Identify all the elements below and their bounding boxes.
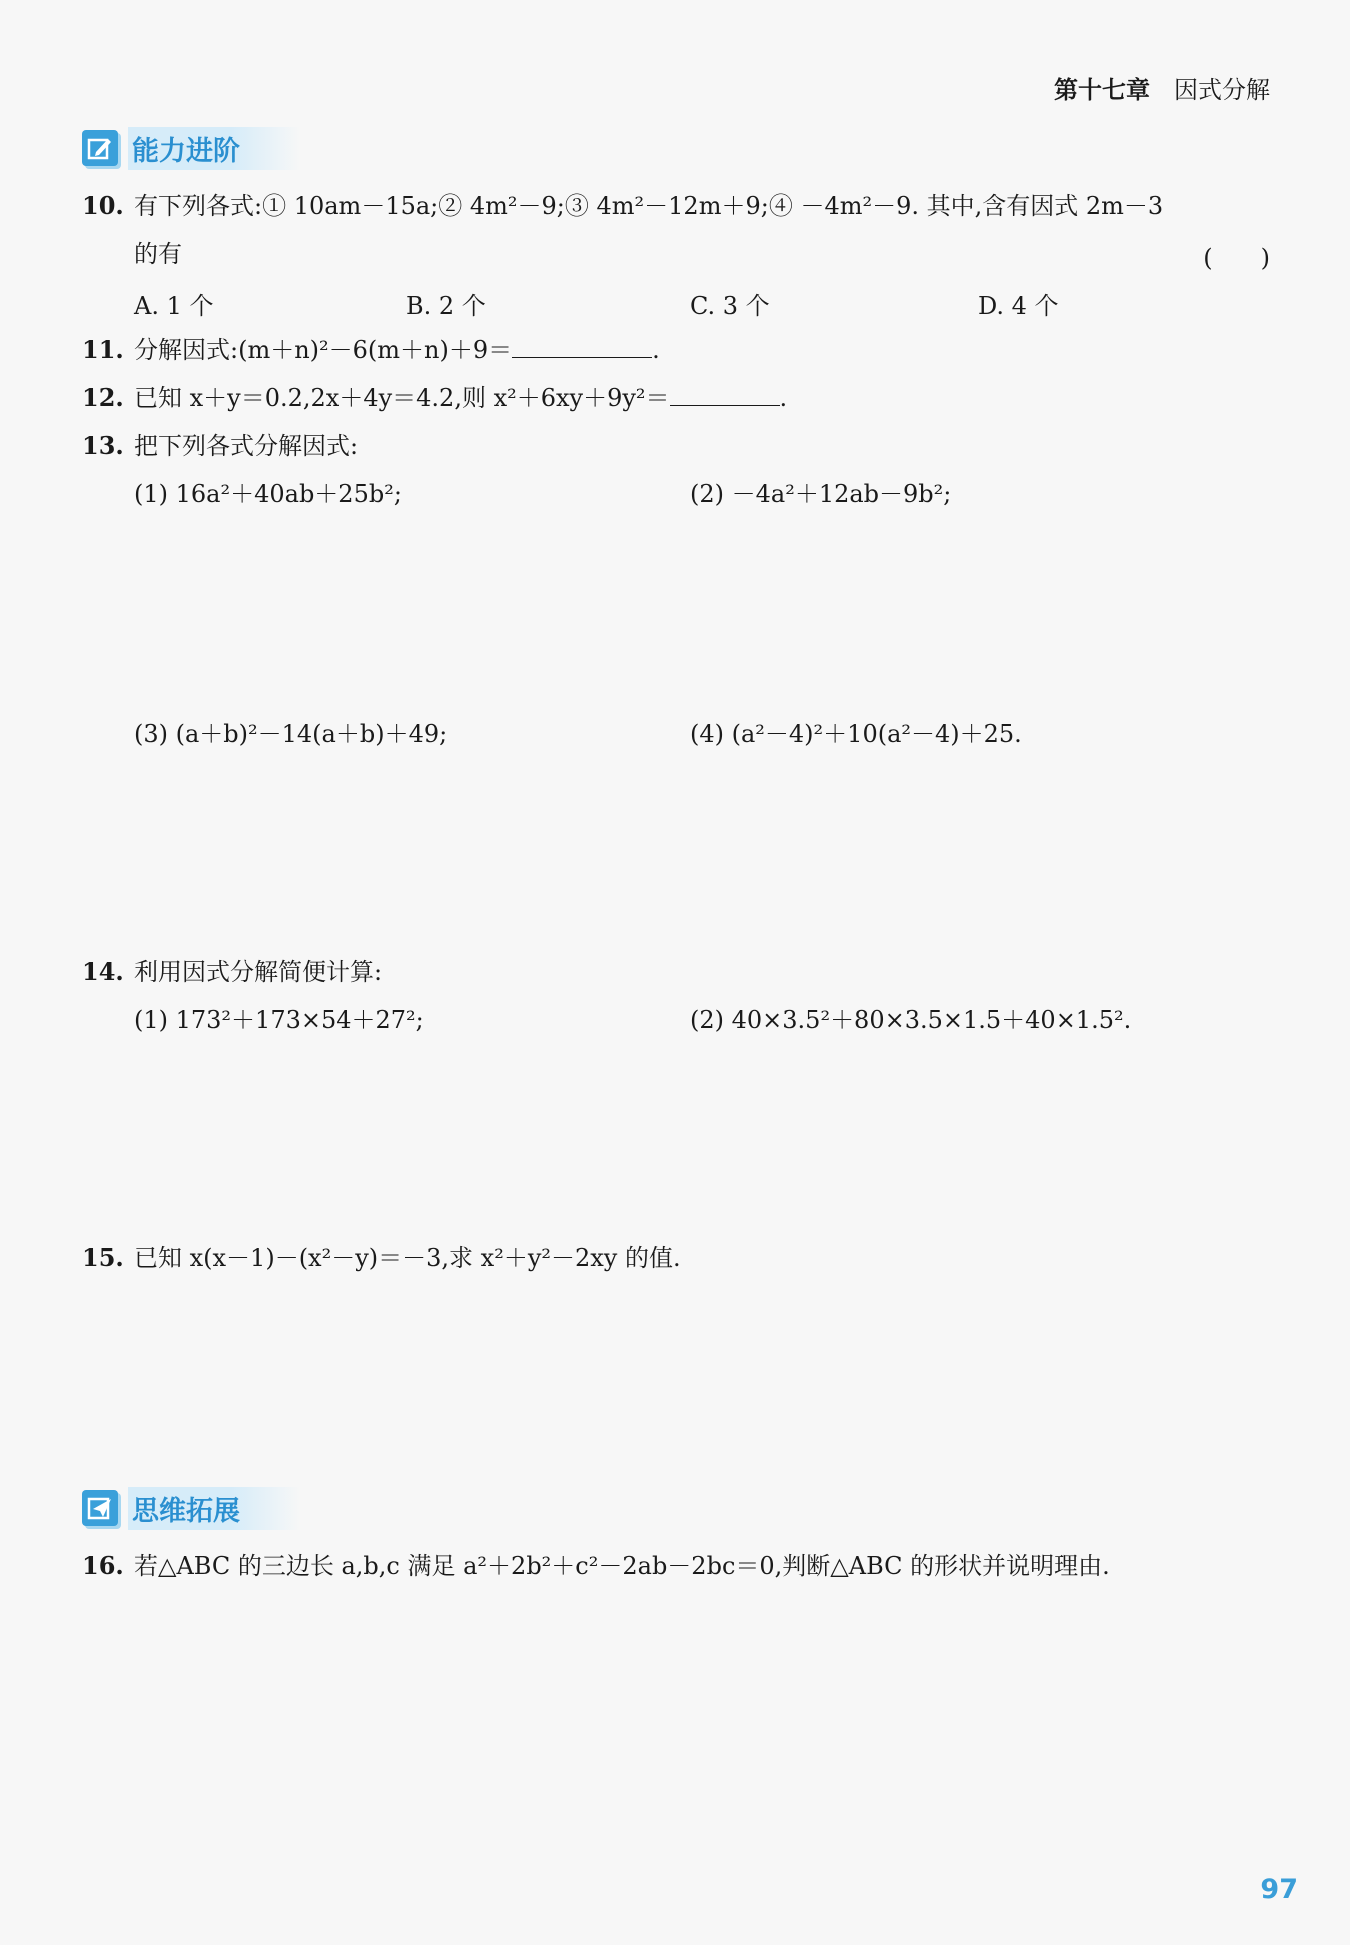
- section-title: 思维拓展: [128, 1487, 300, 1530]
- paper-plane-icon: [82, 1490, 118, 1526]
- question-text: 有下列各式:① 10am－15a;② 4m²－9;③ 4m²－12m＋9;④ －4m²－9. 其中,含有因式 2m－3: [134, 192, 1164, 220]
- question-number: 16.: [82, 1551, 124, 1580]
- question-15: [82, 1242, 681, 1274]
- question-12: [82, 382, 787, 414]
- option-a: A. 1 个: [134, 292, 214, 320]
- question-end: .: [779, 384, 788, 412]
- answer-bracket: ( ): [1203, 244, 1270, 272]
- question-text: 若△ABC 的三边长 a,b,c 满足 a²＋2b²＋c²－2ab－2bc＝0,判断△ABC 的形状并说明理由.: [134, 1552, 1110, 1580]
- question-14: [82, 956, 382, 988]
- question-number: 10.: [82, 191, 124, 220]
- question-16: [82, 1550, 1110, 1582]
- question-number: 14.: [82, 957, 124, 986]
- question-number: 11.: [82, 335, 124, 364]
- sub-question-1: (1) 173²＋173×54＋27²;: [134, 1006, 424, 1034]
- answer-blank[interactable]: [670, 383, 780, 406]
- sub-question-3: (3) (a＋b)²－14(a＋b)＋49;: [134, 720, 448, 748]
- sub-question-2: (2) －4a²＋12ab－9b²;: [690, 480, 952, 508]
- answer-blank[interactable]: [512, 335, 652, 358]
- chapter-label: 第十七章: [1054, 76, 1150, 104]
- question-text: 分解因式:(m＋n)²－6(m＋n)＋9＝: [134, 336, 513, 364]
- question-number: 12.: [82, 383, 124, 412]
- chapter-title: 因式分解: [1174, 76, 1270, 104]
- question-11: [82, 334, 660, 366]
- question-end: .: [652, 336, 660, 364]
- section-heading-advanced: [82, 126, 300, 170]
- question-number: 15.: [82, 1243, 124, 1272]
- question-text: 已知 x＋y＝0.2,2x＋4y＝4.2,则 x²＋6xy＋9y²＝: [134, 384, 670, 412]
- pencil-icon: [82, 130, 118, 166]
- question-number: 13.: [82, 431, 124, 460]
- question-10-cont: [134, 238, 182, 270]
- question-text: 把下列各式分解因式:: [134, 432, 359, 460]
- question-text: 已知 x(x－1)－(x²－y)＝－3,求 x²＋y²－2xy 的值.: [134, 1244, 681, 1272]
- option-b: B. 2 个: [406, 292, 486, 320]
- option-d: D. 4 个: [978, 292, 1059, 320]
- question-13: [82, 430, 358, 462]
- option-c: C. 3 个: [690, 292, 770, 320]
- question-10: [82, 190, 1163, 222]
- sub-question-1: (1) 16a²＋40ab＋25b²;: [134, 480, 402, 508]
- section-heading-extension: [82, 1486, 300, 1530]
- sub-question-4: (4) (a²－4)²＋10(a²－4)＋25.: [690, 720, 1022, 748]
- page-header: [1054, 70, 1270, 105]
- question-text: 的有: [134, 240, 182, 268]
- section-title: 能力进阶: [128, 127, 300, 170]
- page-number: 97: [1260, 1874, 1298, 1905]
- question-text: 利用因式分解简便计算:: [134, 958, 383, 986]
- sub-question-2: (2) 40×3.5²＋80×3.5×1.5＋40×1.5².: [690, 1006, 1132, 1034]
